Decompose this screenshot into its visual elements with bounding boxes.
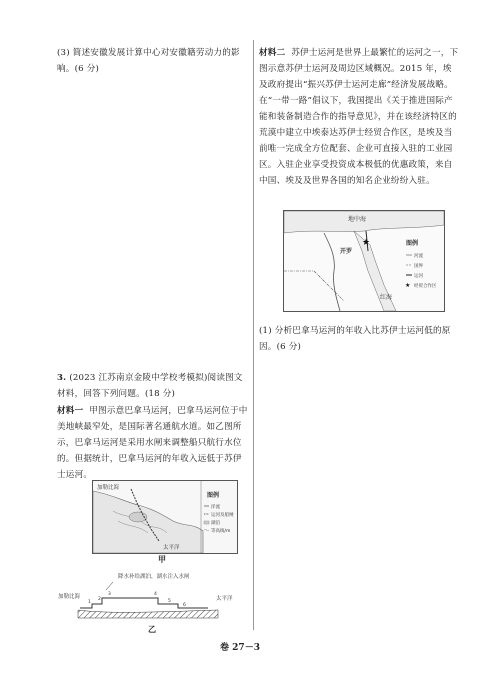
- material-1: [57, 403, 249, 483]
- panama-sea-north: 加勒比海: [97, 485, 120, 491]
- question-stem-text: (2023 江苏南京金陵中学校考模拟)阅读图文材料，回答下列问题。(18 分): [57, 373, 243, 399]
- canal-lock-graphic: [58, 570, 248, 620]
- section-label-right: 太平洋: [216, 596, 233, 602]
- material-2: [259, 45, 459, 189]
- suez-legend-title: 图例: [406, 240, 419, 247]
- lock-number-5: 5: [168, 599, 171, 604]
- panama-legend-title: 图例: [207, 492, 220, 499]
- suez-map-graphic: [284, 211, 444, 311]
- suez-legend-item-1: 国界: [414, 264, 423, 269]
- figure-yi-caption: 乙: [148, 624, 156, 634]
- column-divider: [253, 40, 254, 630]
- lock-number-3: 3: [108, 592, 111, 597]
- legend-star-icon: ★: [405, 282, 411, 289]
- material-2-label: 材料二: [259, 48, 286, 58]
- suez-city: 开罗: [340, 248, 353, 255]
- material-1-text: 甲图示意巴拿马运河，巴拿马运河位于中美地峡最窄处，是国际著名通航水道。如乙图所示，巴拿马运河是采用水闸来调整船只航行水位的。但据统计，巴拿马运河的年收入远低于苏伊士运河。: [57, 406, 248, 480]
- panama-legend-item-0: 洋流: [211, 505, 220, 510]
- figure-jia-caption: 甲: [158, 554, 166, 564]
- section-label-top: 降水补给湖泊，湖水注入水闸: [118, 574, 190, 580]
- lock-number-2: 2: [98, 597, 101, 602]
- lock-number-4: 4: [154, 592, 157, 597]
- material-2-text: 苏伊士运河是世界上最繁忙的运河之一，下图示意苏伊士运河及周边区域概况。2015 年，埃及政府提出“振兴苏伊士运河走廊”经济发展战略。在“一带一路”倡议下，我国提出《关于推进国际产能和装备制造合作的指导意见》，并在该经济特区的荒漠中建立中埃泰达苏伊士经贸合作区，是埃及当前唯一完成全方位配套、企业可直接入驻的工业园区。入驻企业享受投资成本极低的优惠政策，来自中国、埃及及世界各国的知名企业纷纷入驻。: [259, 48, 459, 186]
- suez-legend-item-2: 运河: [414, 274, 423, 279]
- suez-legend-item-3: 经贸合作区: [414, 284, 437, 289]
- canal-lock-section: [58, 570, 248, 620]
- star-icon: ★: [362, 238, 371, 248]
- question-3-stem: [57, 370, 247, 402]
- lock-number-1: 1: [88, 600, 91, 605]
- question-number: 3.: [57, 373, 67, 383]
- suez-sea-bottom: 红海: [380, 294, 393, 301]
- suez-legend-item-0: 河流: [414, 254, 423, 259]
- question-3-sub: (3) 简述安徽发展计算中心对安徽籍劳动力的影响。(6 分): [57, 48, 240, 74]
- panama-legend-item-2: 湖泊: [211, 521, 220, 526]
- panama-legend-item-1: 运河及船闸: [211, 513, 234, 518]
- panama-sea-south: 太平洋: [163, 545, 180, 551]
- lock-number-6: 6: [183, 603, 186, 608]
- section-label-left: 加勒比海: [58, 594, 81, 600]
- panama-map: [92, 480, 238, 554]
- suez-map: [283, 210, 445, 312]
- page-footer: 卷 27－3: [220, 643, 260, 653]
- material-1-label: 材料一: [57, 406, 84, 416]
- question-1: (1) 分析巴拿马运河的年收入比苏伊士运河低的原因。(6 分): [259, 326, 451, 352]
- panama-map-graphic: [93, 481, 237, 553]
- panama-legend-item-3: 等高线/m: [211, 529, 231, 534]
- suez-sea-top: 地中海: [348, 216, 367, 223]
